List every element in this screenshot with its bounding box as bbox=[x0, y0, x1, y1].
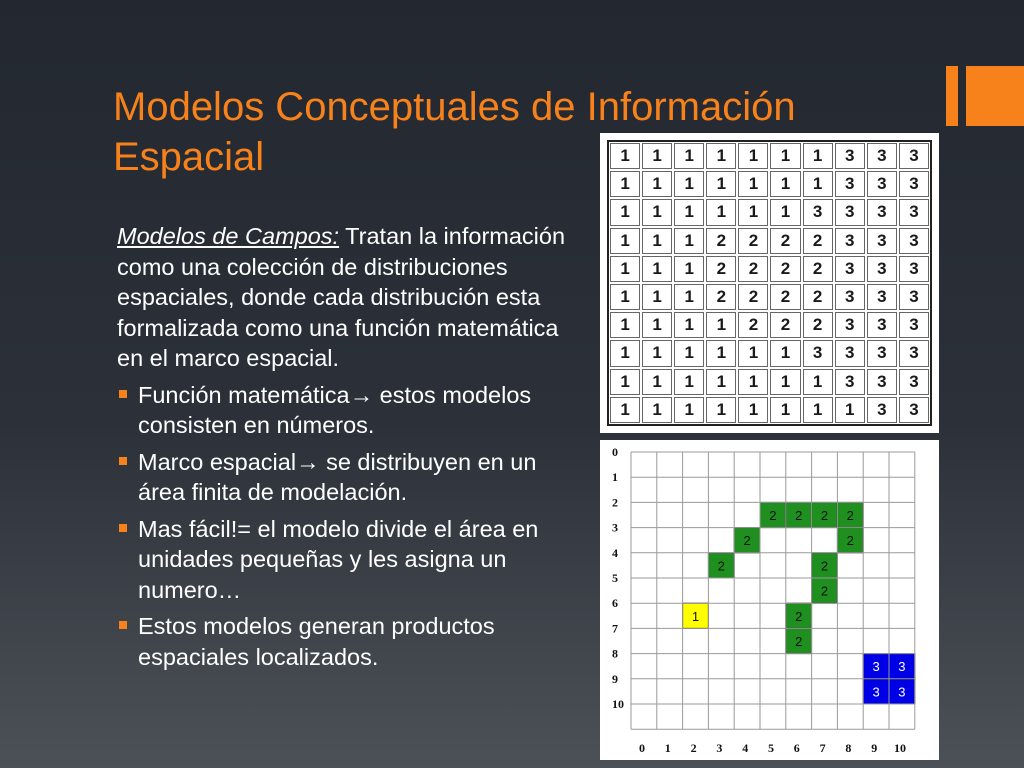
x-tick-label: 6 bbox=[793, 741, 800, 755]
raster-cell: 1 bbox=[610, 199, 640, 225]
raster-model-image bbox=[600, 133, 939, 433]
raster-cell: 3 bbox=[899, 228, 929, 254]
x-tick-label: 10 bbox=[894, 741, 906, 755]
raster-cell: 3 bbox=[835, 228, 865, 254]
raster-cell: 1 bbox=[706, 340, 736, 366]
cell-value-label: 2 bbox=[820, 558, 829, 574]
cell-value-label: 2 bbox=[769, 508, 777, 523]
raster-cell: 1 bbox=[803, 143, 833, 169]
raster-cell: 1 bbox=[674, 199, 704, 225]
raster-cell: 3 bbox=[835, 199, 865, 225]
raster-cell: 1 bbox=[803, 171, 833, 197]
cell-value-label: 3 bbox=[898, 659, 906, 675]
raster-cell: 1 bbox=[674, 369, 704, 395]
raster-cell: 1 bbox=[610, 369, 640, 395]
raster-cell: 1 bbox=[610, 397, 640, 423]
x-tick-label: 7 bbox=[819, 741, 826, 755]
raster-cell: 1 bbox=[674, 143, 704, 169]
vector-model-image bbox=[600, 440, 939, 760]
raster-cell: 3 bbox=[867, 143, 897, 169]
raster-cell: 1 bbox=[642, 256, 672, 282]
cell-value-label: 2 bbox=[846, 508, 854, 523]
raster-cell: 1 bbox=[674, 228, 704, 254]
raster-cell: 1 bbox=[674, 312, 704, 338]
raster-cell: 3 bbox=[803, 340, 833, 366]
x-tick-label: 4 bbox=[742, 741, 749, 755]
raster-cell: 1 bbox=[770, 397, 800, 423]
raster-cell: 2 bbox=[770, 256, 800, 282]
raster-cell: 1 bbox=[674, 171, 704, 197]
arrow-icon: → bbox=[296, 448, 320, 475]
x-tick-label: 5 bbox=[768, 741, 774, 755]
x-tick-label: 1 bbox=[664, 741, 671, 755]
raster-cell: 2 bbox=[738, 284, 768, 310]
raster-cell: 1 bbox=[610, 171, 640, 197]
raster-cell: 3 bbox=[867, 256, 897, 282]
raster-cell: 1 bbox=[706, 199, 736, 225]
raster-cell: 2 bbox=[770, 312, 800, 338]
raster-cell: 1 bbox=[610, 228, 640, 254]
cell-value-label: 2 bbox=[795, 634, 803, 649]
raster-cell: 1 bbox=[674, 340, 704, 366]
cell-value-label: 2 bbox=[820, 508, 829, 523]
raster-cell: 1 bbox=[835, 397, 865, 423]
raster-cell: 3 bbox=[867, 228, 897, 254]
raster-cell: 2 bbox=[803, 256, 833, 282]
raster-cell: 1 bbox=[738, 199, 768, 225]
raster-cell: 2 bbox=[706, 256, 736, 282]
cell-value-label: 2 bbox=[717, 558, 725, 574]
raster-cell: 1 bbox=[610, 340, 640, 366]
y-tick-label: 7 bbox=[612, 621, 618, 636]
raster-cell: 3 bbox=[835, 171, 865, 197]
slide-title-line1: Modelos Conceptuales de Información bbox=[113, 85, 796, 129]
raster-cell: 3 bbox=[803, 199, 833, 225]
raster-cell: 1 bbox=[770, 199, 800, 225]
y-tick-label: 4 bbox=[612, 545, 618, 560]
raster-cell: 3 bbox=[899, 369, 929, 395]
raster-cell: 3 bbox=[867, 284, 897, 310]
x-tick-label: 9 bbox=[871, 741, 878, 755]
raster-cell: 1 bbox=[706, 171, 736, 197]
raster-cell: 2 bbox=[738, 312, 768, 338]
raster-cell: 1 bbox=[706, 369, 736, 395]
bullet-lead: Mas fácil!= el modelo divide el área en unidades pequeñas y les asigna un numero… bbox=[138, 515, 539, 603]
square-bullet-icon bbox=[119, 621, 127, 629]
raster-cell: 1 bbox=[610, 256, 640, 282]
intro-term: Modelos de Campos: bbox=[117, 223, 340, 249]
raster-cell: 2 bbox=[706, 284, 736, 310]
y-tick-label: 8 bbox=[612, 646, 618, 661]
bullet-list bbox=[117, 380, 587, 673]
y-tick-label: 2 bbox=[612, 495, 618, 510]
square-bullet-icon bbox=[119, 390, 127, 398]
cell-value-label: 3 bbox=[872, 659, 880, 675]
raster-cell: 1 bbox=[610, 312, 640, 338]
intro-text: Tratan la información como una colección de distribuciones espaciales, donde cada distribución esta formalizada como una función matemática en el marco espacial. bbox=[117, 223, 566, 371]
y-tick-label: 9 bbox=[612, 671, 618, 686]
raster-cell: 1 bbox=[706, 312, 736, 338]
raster-cell: 1 bbox=[674, 284, 704, 310]
raster-cell: 1 bbox=[642, 228, 672, 254]
y-tick-label: 5 bbox=[612, 571, 618, 585]
x-tick-label: 3 bbox=[716, 741, 723, 755]
raster-cell: 3 bbox=[835, 256, 865, 282]
raster-cell: 1 bbox=[610, 143, 640, 169]
raster-cell: 1 bbox=[770, 340, 800, 366]
raster-cell: 3 bbox=[899, 256, 929, 282]
accent-bar-thin bbox=[946, 66, 958, 126]
raster-cell: 3 bbox=[835, 284, 865, 310]
cell-value-label: 2 bbox=[820, 583, 829, 599]
raster-cell: 3 bbox=[899, 340, 929, 366]
raster-cell: 1 bbox=[770, 143, 800, 169]
bullet-item bbox=[117, 380, 587, 441]
arrow-icon: → bbox=[349, 381, 374, 408]
x-tick-label: 2 bbox=[690, 741, 697, 755]
slide-body bbox=[117, 221, 587, 678]
raster-cell: 1 bbox=[770, 171, 800, 197]
raster-cell: 3 bbox=[867, 312, 897, 338]
bullet-rest: se distribuyen en un área finita de modelación. bbox=[138, 448, 537, 505]
raster-cell: 3 bbox=[899, 143, 929, 169]
slide-title-line2: Espacial bbox=[113, 135, 265, 179]
raster-cell: 3 bbox=[835, 369, 865, 395]
raster-cell: 2 bbox=[706, 228, 736, 254]
raster-cell: 1 bbox=[706, 397, 736, 423]
raster-cell: 3 bbox=[899, 397, 929, 423]
raster-cell: 1 bbox=[674, 397, 704, 423]
raster-cell: 3 bbox=[867, 369, 897, 395]
raster-cell: 3 bbox=[867, 171, 897, 197]
y-tick-label: 0 bbox=[612, 445, 618, 459]
y-tick-label: 6 bbox=[612, 596, 618, 611]
raster-cell: 2 bbox=[803, 228, 833, 254]
raster-cell: 2 bbox=[803, 284, 833, 310]
x-tick-label: 0 bbox=[639, 741, 645, 755]
raster-cell: 3 bbox=[867, 340, 897, 366]
raster-cell: 3 bbox=[867, 397, 897, 423]
bullet-rest: estos modelos consisten en números. bbox=[138, 381, 532, 438]
cell-value-label: 2 bbox=[743, 533, 751, 549]
raster-cell: 1 bbox=[642, 369, 672, 395]
raster-cell: 1 bbox=[642, 397, 672, 423]
bullet-item bbox=[117, 447, 587, 508]
y-tick-label: 1 bbox=[612, 470, 618, 485]
cell-value-label: 2 bbox=[846, 533, 854, 549]
raster-cell: 1 bbox=[642, 340, 672, 366]
raster-cell: 1 bbox=[738, 369, 768, 395]
raster-cell: 3 bbox=[899, 171, 929, 197]
raster-cell: 3 bbox=[835, 143, 865, 169]
raster-cell: 3 bbox=[899, 284, 929, 310]
bullet-item bbox=[117, 514, 587, 606]
y-tick-label: 10 bbox=[612, 697, 624, 711]
raster-cell: 1 bbox=[770, 369, 800, 395]
raster-cell: 1 bbox=[738, 397, 768, 423]
raster-cell: 3 bbox=[835, 312, 865, 338]
raster-cell: 2 bbox=[738, 256, 768, 282]
raster-cell: 2 bbox=[738, 228, 768, 254]
raster-cell: 1 bbox=[642, 312, 672, 338]
raster-cell: 2 bbox=[803, 312, 833, 338]
x-tick-label: 8 bbox=[845, 741, 852, 755]
raster-cell: 2 bbox=[770, 228, 800, 254]
raster-cell: 1 bbox=[610, 284, 640, 310]
cell-value-label: 2 bbox=[795, 608, 803, 624]
raster-cell: 1 bbox=[738, 340, 768, 366]
raster-cell: 1 bbox=[738, 143, 768, 169]
raster-cell: 1 bbox=[642, 199, 672, 225]
cell-value-label: 1 bbox=[691, 608, 700, 624]
cell-value-label: 2 bbox=[795, 508, 803, 523]
raster-cell: 3 bbox=[899, 312, 929, 338]
accent-bar-thick bbox=[966, 66, 1024, 126]
bullet-lead: Función matemática bbox=[138, 381, 350, 408]
raster-grid bbox=[607, 140, 932, 426]
raster-cell: 1 bbox=[642, 143, 672, 169]
raster-cell: 1 bbox=[738, 171, 768, 197]
raster-cell: 1 bbox=[803, 369, 833, 395]
raster-cell: 3 bbox=[899, 199, 929, 225]
raster-cell: 1 bbox=[642, 171, 672, 197]
raster-cell: 3 bbox=[867, 199, 897, 225]
intro-paragraph bbox=[117, 221, 587, 374]
square-bullet-icon bbox=[119, 457, 127, 465]
raster-cell: 1 bbox=[803, 397, 833, 423]
bullet-lead: Estos modelos generan productos espaciales localizados. bbox=[138, 613, 495, 670]
raster-cell: 1 bbox=[642, 284, 672, 310]
raster-cell: 1 bbox=[674, 256, 704, 282]
square-bullet-icon bbox=[119, 524, 127, 532]
bullet-lead: Marco espacial bbox=[138, 448, 297, 475]
raster-cell: 1 bbox=[706, 143, 736, 169]
cell-value-label: 3 bbox=[872, 684, 880, 700]
raster-cell: 2 bbox=[770, 284, 800, 310]
raster-cell: 3 bbox=[835, 340, 865, 366]
y-tick-label: 3 bbox=[612, 520, 618, 535]
vector-grid-svg bbox=[600, 440, 939, 760]
bullet-item bbox=[117, 611, 587, 672]
cell-value-label: 3 bbox=[898, 684, 906, 700]
